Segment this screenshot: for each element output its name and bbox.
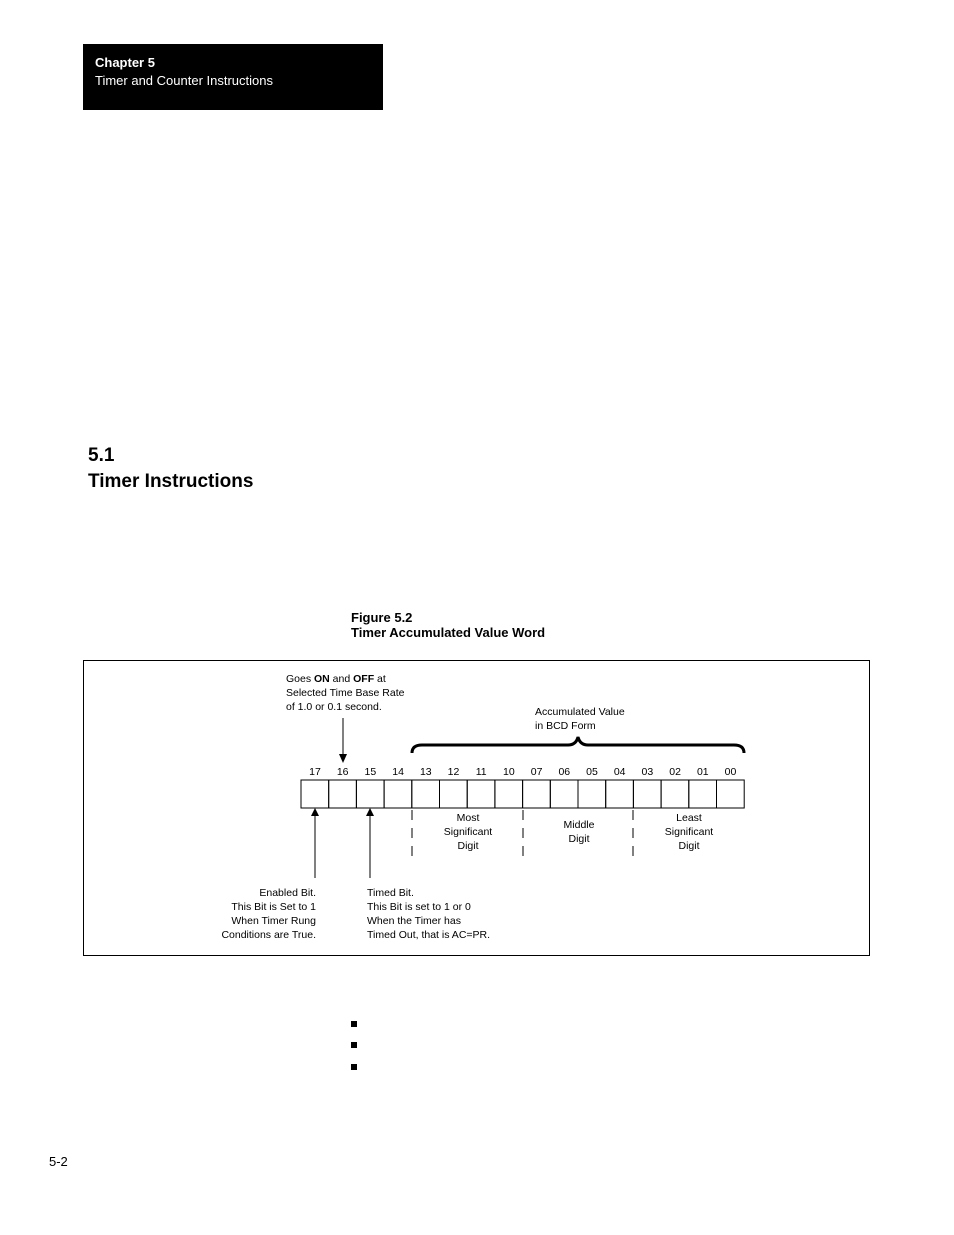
bit-label-12: 12: [447, 766, 460, 778]
bit16-note-line2: Selected Time Base Rate: [286, 687, 405, 699]
enabled-line4: Conditions are True.: [221, 929, 316, 941]
bit-label-00: 00: [724, 766, 737, 778]
figure-title: Timer Accumulated Value Word: [351, 625, 546, 640]
least-line3: Digit: [678, 840, 700, 852]
enabled-line1: Enabled Bit.: [259, 887, 316, 899]
bcd-label-line1: Accumulated Value: [535, 706, 625, 718]
bit-label-05: 05: [586, 766, 598, 778]
bit-label-01: 01: [696, 766, 709, 778]
enabled-bit-note: [196, 886, 316, 942]
bit-label-11: 11: [475, 766, 487, 778]
bit-label-17: 17: [309, 766, 321, 778]
most-significant-digit-label: [432, 811, 504, 853]
bit-label-10: 10: [503, 766, 515, 778]
bit-label-02: 02: [669, 766, 681, 778]
chapter-header: [83, 44, 383, 110]
least-line1: Least: [676, 812, 702, 824]
chapter-number: Chapter 5: [95, 55, 155, 70]
bullet-3: [351, 1064, 357, 1070]
middle-digit-label: [543, 818, 615, 846]
bit16-note: [286, 672, 404, 714]
middle-line1: Middle: [563, 819, 595, 831]
enabled-line3: When Timer Rung: [231, 915, 316, 927]
bit-label-04: 04: [613, 766, 626, 778]
page-number: 5-2: [49, 1154, 68, 1169]
timed-line1: Timed Bit.: [367, 887, 414, 899]
enabled-line2: This Bit is Set to 1: [231, 901, 316, 913]
section-title: Timer Instructions: [88, 471, 254, 492]
bit-label-13: 13: [419, 766, 432, 778]
bcd-label: [535, 705, 625, 733]
most-line1: Most: [456, 812, 480, 824]
bullet-2: [351, 1042, 357, 1048]
chapter-title: Timer and Counter Instructions: [95, 73, 273, 88]
bullet-1: [351, 1021, 357, 1027]
timed-line2: This Bit is set to 1 or 0: [367, 901, 471, 913]
figure-number: Figure 5.2: [351, 610, 413, 625]
bit16-note-line1: Goes ON and OFF at: [286, 673, 386, 685]
bcd-label-line2: in BCD Form: [535, 720, 596, 732]
timed-bit-note: [367, 886, 490, 942]
most-line3: Digit: [457, 840, 479, 852]
bit-label-16: 16: [336, 766, 349, 778]
most-line2: Significant: [443, 826, 493, 838]
middle-line2: Digit: [568, 833, 590, 845]
bit-label-03: 03: [641, 766, 654, 778]
bit16-note-line3: of 1.0 or 0.1 second.: [286, 701, 382, 713]
least-significant-digit-label: [653, 811, 725, 853]
bit-label-15: 15: [364, 766, 377, 778]
timed-line3: When the Timer has: [367, 915, 461, 927]
timed-line4: Timed Out, that is AC=PR.: [367, 929, 491, 941]
bit-label-07: 07: [530, 766, 543, 778]
section-number: 5.1: [88, 445, 115, 466]
bit-label-06: 06: [558, 766, 571, 778]
bit-label-14: 14: [392, 766, 404, 778]
least-line2: Significant: [664, 826, 714, 838]
